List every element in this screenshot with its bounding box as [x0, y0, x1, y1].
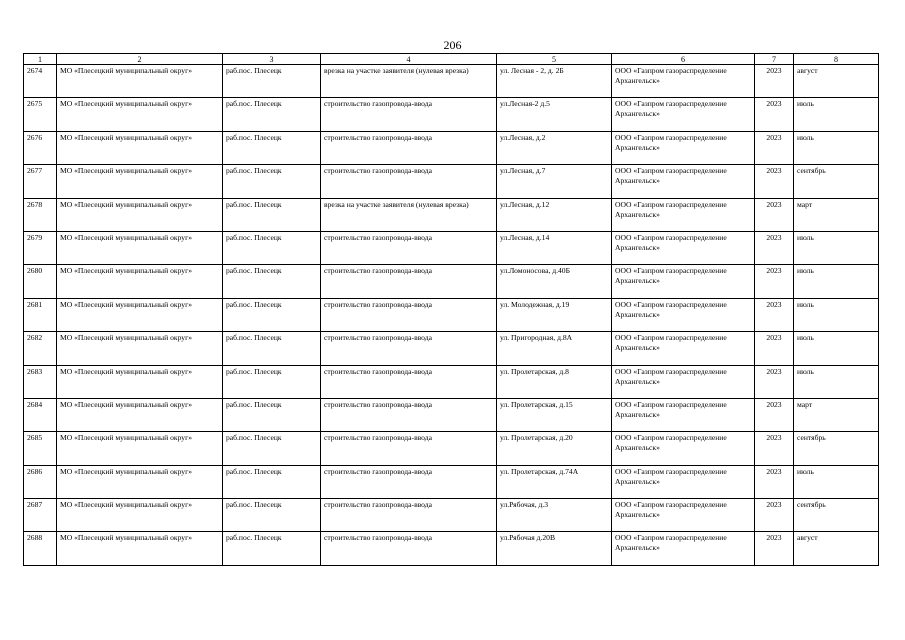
cell-address: ул.Лесная, д.12	[497, 198, 612, 231]
cell-year: 2023	[755, 98, 794, 131]
cell-address: ул.Лесная, д.7	[497, 165, 612, 198]
cell-municipality: МО «Плесецкий муниципальный округ»	[57, 165, 223, 198]
table-row	[24, 532, 879, 565]
cell-month: сентябрь	[794, 499, 879, 532]
cell-month: июль	[794, 131, 879, 164]
cell-year: 2023	[755, 432, 794, 465]
cell-number: 2681	[24, 298, 57, 331]
cell-municipality: МО «Плесецкий муниципальный округ»	[57, 65, 223, 98]
cell-work-type: врезка на участке заявителя (нулевая врезка)	[321, 198, 497, 231]
cell-municipality: МО «Плесецкий муниципальный округ»	[57, 198, 223, 231]
table-row	[24, 165, 879, 198]
cell-number: 2682	[24, 332, 57, 365]
cell-work-type: строительство газопровода-ввода	[321, 432, 497, 465]
cell-municipality: МО «Плесецкий муниципальный округ»	[57, 465, 223, 498]
cell-number: 2678	[24, 198, 57, 231]
cell-settlement: раб.пос. Плесецк	[223, 465, 321, 498]
data-table	[23, 53, 879, 566]
cell-address: ул. Лесная - 2, д. 2Б	[497, 65, 612, 98]
cell-year: 2023	[755, 131, 794, 164]
cell-number: 2674	[24, 65, 57, 98]
cell-year: 2023	[755, 65, 794, 98]
table-row	[24, 499, 879, 532]
table-row	[24, 365, 879, 398]
cell-work-type: строительство газопровода-ввода	[321, 365, 497, 398]
cell-address: ул.Лесная-2 д.5	[497, 98, 612, 131]
cell-month: июль	[794, 465, 879, 498]
cell-year: 2023	[755, 231, 794, 264]
cell-address: ул.Ломоносова, д.40Б	[497, 265, 612, 298]
cell-organization: ООО «Газпром газораспределение Архангельск»	[612, 231, 755, 264]
cell-settlement: раб.пос. Плесецк	[223, 165, 321, 198]
cell-year: 2023	[755, 398, 794, 431]
cell-number: 2679	[24, 231, 57, 264]
cell-organization: ООО «Газпром газораспределение Архангельск»	[612, 265, 755, 298]
table-row	[24, 332, 879, 365]
cell-work-type: врезка на участке заявителя (нулевая врезка)	[321, 65, 497, 98]
cell-month: июль	[794, 231, 879, 264]
cell-organization: ООО «Газпром газораспределение Архангельск»	[612, 332, 755, 365]
table-body	[24, 65, 879, 566]
cell-month: июль	[794, 332, 879, 365]
cell-work-type: строительство газопровода-ввода	[321, 398, 497, 431]
cell-organization: ООО «Газпром газораспределение Архангельск»	[612, 198, 755, 231]
cell-number: 2683	[24, 365, 57, 398]
column-header: 7	[755, 54, 794, 65]
page-number: 206	[443, 38, 462, 52]
cell-municipality: МО «Плесецкий муниципальный округ»	[57, 131, 223, 164]
cell-settlement: раб.пос. Плесецк	[223, 131, 321, 164]
cell-work-type: строительство газопровода-ввода	[321, 298, 497, 331]
cell-month: июль	[794, 265, 879, 298]
cell-year: 2023	[755, 332, 794, 365]
cell-work-type: строительство газопровода-ввода	[321, 532, 497, 565]
cell-year: 2023	[755, 265, 794, 298]
table-row	[24, 465, 879, 498]
cell-settlement: раб.пос. Плесецк	[223, 332, 321, 365]
cell-number: 2680	[24, 265, 57, 298]
column-header: 8	[794, 54, 879, 65]
cell-number: 2685	[24, 432, 57, 465]
cell-address: ул.Рябочая д.20В	[497, 532, 612, 565]
cell-organization: ООО «Газпром газораспределение Архангельск»	[612, 499, 755, 532]
cell-year: 2023	[755, 365, 794, 398]
cell-municipality: МО «Плесецкий муниципальный округ»	[57, 365, 223, 398]
table-row	[24, 265, 879, 298]
cell-year: 2023	[755, 465, 794, 498]
cell-work-type: строительство газопровода-ввода	[321, 98, 497, 131]
cell-municipality: МО «Плесецкий муниципальный округ»	[57, 265, 223, 298]
cell-month: июль	[794, 365, 879, 398]
cell-organization: ООО «Газпром газораспределение Архангельск»	[612, 65, 755, 98]
cell-municipality: МО «Плесецкий муниципальный округ»	[57, 332, 223, 365]
cell-organization: ООО «Газпром газораспределение Архангельск»	[612, 298, 755, 331]
cell-year: 2023	[755, 499, 794, 532]
column-header: 4	[321, 54, 497, 65]
cell-organization: ООО «Газпром газораспределение Архангельск»	[612, 532, 755, 565]
table-row	[24, 198, 879, 231]
cell-municipality: МО «Плесецкий муниципальный округ»	[57, 298, 223, 331]
cell-settlement: раб.пос. Плесецк	[223, 499, 321, 532]
column-header: 2	[57, 54, 223, 65]
cell-organization: ООО «Газпром газораспределение Архангельск»	[612, 365, 755, 398]
cell-number: 2677	[24, 165, 57, 198]
cell-municipality: МО «Плесецкий муниципальный округ»	[57, 532, 223, 565]
table-row	[24, 65, 879, 98]
cell-organization: ООО «Газпром газораспределение Архангельск»	[612, 432, 755, 465]
cell-organization: ООО «Газпром газораспределение Архангельск»	[612, 131, 755, 164]
header-row	[24, 54, 879, 65]
cell-month: сентябрь	[794, 165, 879, 198]
cell-number: 2675	[24, 98, 57, 131]
table-row	[24, 98, 879, 131]
cell-number: 2686	[24, 465, 57, 498]
cell-address: ул. Молодежная, д.19	[497, 298, 612, 331]
cell-work-type: строительство газопровода-ввода	[321, 131, 497, 164]
cell-number: 2684	[24, 398, 57, 431]
column-header: 3	[223, 54, 321, 65]
cell-settlement: раб.пос. Плесецк	[223, 532, 321, 565]
cell-month: март	[794, 198, 879, 231]
cell-work-type: строительство газопровода-ввода	[321, 165, 497, 198]
cell-month: сентябрь	[794, 432, 879, 465]
cell-settlement: раб.пос. Плесецк	[223, 432, 321, 465]
cell-number: 2687	[24, 499, 57, 532]
cell-settlement: раб.пос. Плесецк	[223, 231, 321, 264]
table-row	[24, 432, 879, 465]
cell-address: ул.Лесная, д.2	[497, 131, 612, 164]
cell-organization: ООО «Газпром газораспределение Архангельск»	[612, 165, 755, 198]
cell-month: август	[794, 532, 879, 565]
cell-work-type: строительство газопровода-ввода	[321, 231, 497, 264]
table-row	[24, 298, 879, 331]
cell-settlement: раб.пос. Плесецк	[223, 198, 321, 231]
cell-number: 2688	[24, 532, 57, 565]
cell-work-type: строительство газопровода-ввода	[321, 465, 497, 498]
cell-year: 2023	[755, 165, 794, 198]
column-header: 1	[24, 54, 57, 65]
cell-work-type: строительство газопровода-ввода	[321, 265, 497, 298]
cell-address: ул. Пролетарская, д.20	[497, 432, 612, 465]
cell-settlement: раб.пос. Плесецк	[223, 65, 321, 98]
cell-settlement: раб.пос. Плесецк	[223, 398, 321, 431]
cell-month: март	[794, 398, 879, 431]
cell-municipality: МО «Плесецкий муниципальный округ»	[57, 231, 223, 264]
cell-municipality: МО «Плесецкий муниципальный округ»	[57, 499, 223, 532]
table-row	[24, 231, 879, 264]
cell-settlement: раб.пос. Плесецк	[223, 365, 321, 398]
cell-number: 2676	[24, 131, 57, 164]
cell-month: август	[794, 65, 879, 98]
cell-year: 2023	[755, 298, 794, 331]
cell-organization: ООО «Газпром газораспределение Архангельск»	[612, 465, 755, 498]
cell-work-type: строительство газопровода-ввода	[321, 499, 497, 532]
cell-organization: ООО «Газпром газораспределение Архангельск»	[612, 98, 755, 131]
cell-month: июль	[794, 298, 879, 331]
cell-municipality: МО «Плесецкий муниципальный округ»	[57, 398, 223, 431]
cell-municipality: МО «Плесецкий муниципальный округ»	[57, 432, 223, 465]
cell-settlement: раб.пос. Плесецк	[223, 98, 321, 131]
cell-address: ул. Пролетарская, д.15	[497, 398, 612, 431]
table-row	[24, 131, 879, 164]
cell-year: 2023	[755, 198, 794, 231]
cell-month: июль	[794, 98, 879, 131]
cell-address: ул.Лесная, д.14	[497, 231, 612, 264]
cell-organization: ООО «Газпром газораспределение Архангельск»	[612, 398, 755, 431]
cell-address: ул. Пригородная, д.8А	[497, 332, 612, 365]
cell-address: ул.Рябочая, д.3	[497, 499, 612, 532]
cell-settlement: раб.пос. Плесецк	[223, 298, 321, 331]
table-row	[24, 398, 879, 431]
cell-address: ул. Пролетарская, д.74А	[497, 465, 612, 498]
column-header: 5	[497, 54, 612, 65]
column-header: 6	[612, 54, 755, 65]
cell-settlement: раб.пос. Плесецк	[223, 265, 321, 298]
cell-year: 2023	[755, 532, 794, 565]
cell-address: ул. Пролетарская, д.8	[497, 365, 612, 398]
cell-work-type: строительство газопровода-ввода	[321, 332, 497, 365]
cell-municipality: МО «Плесецкий муниципальный округ»	[57, 98, 223, 131]
